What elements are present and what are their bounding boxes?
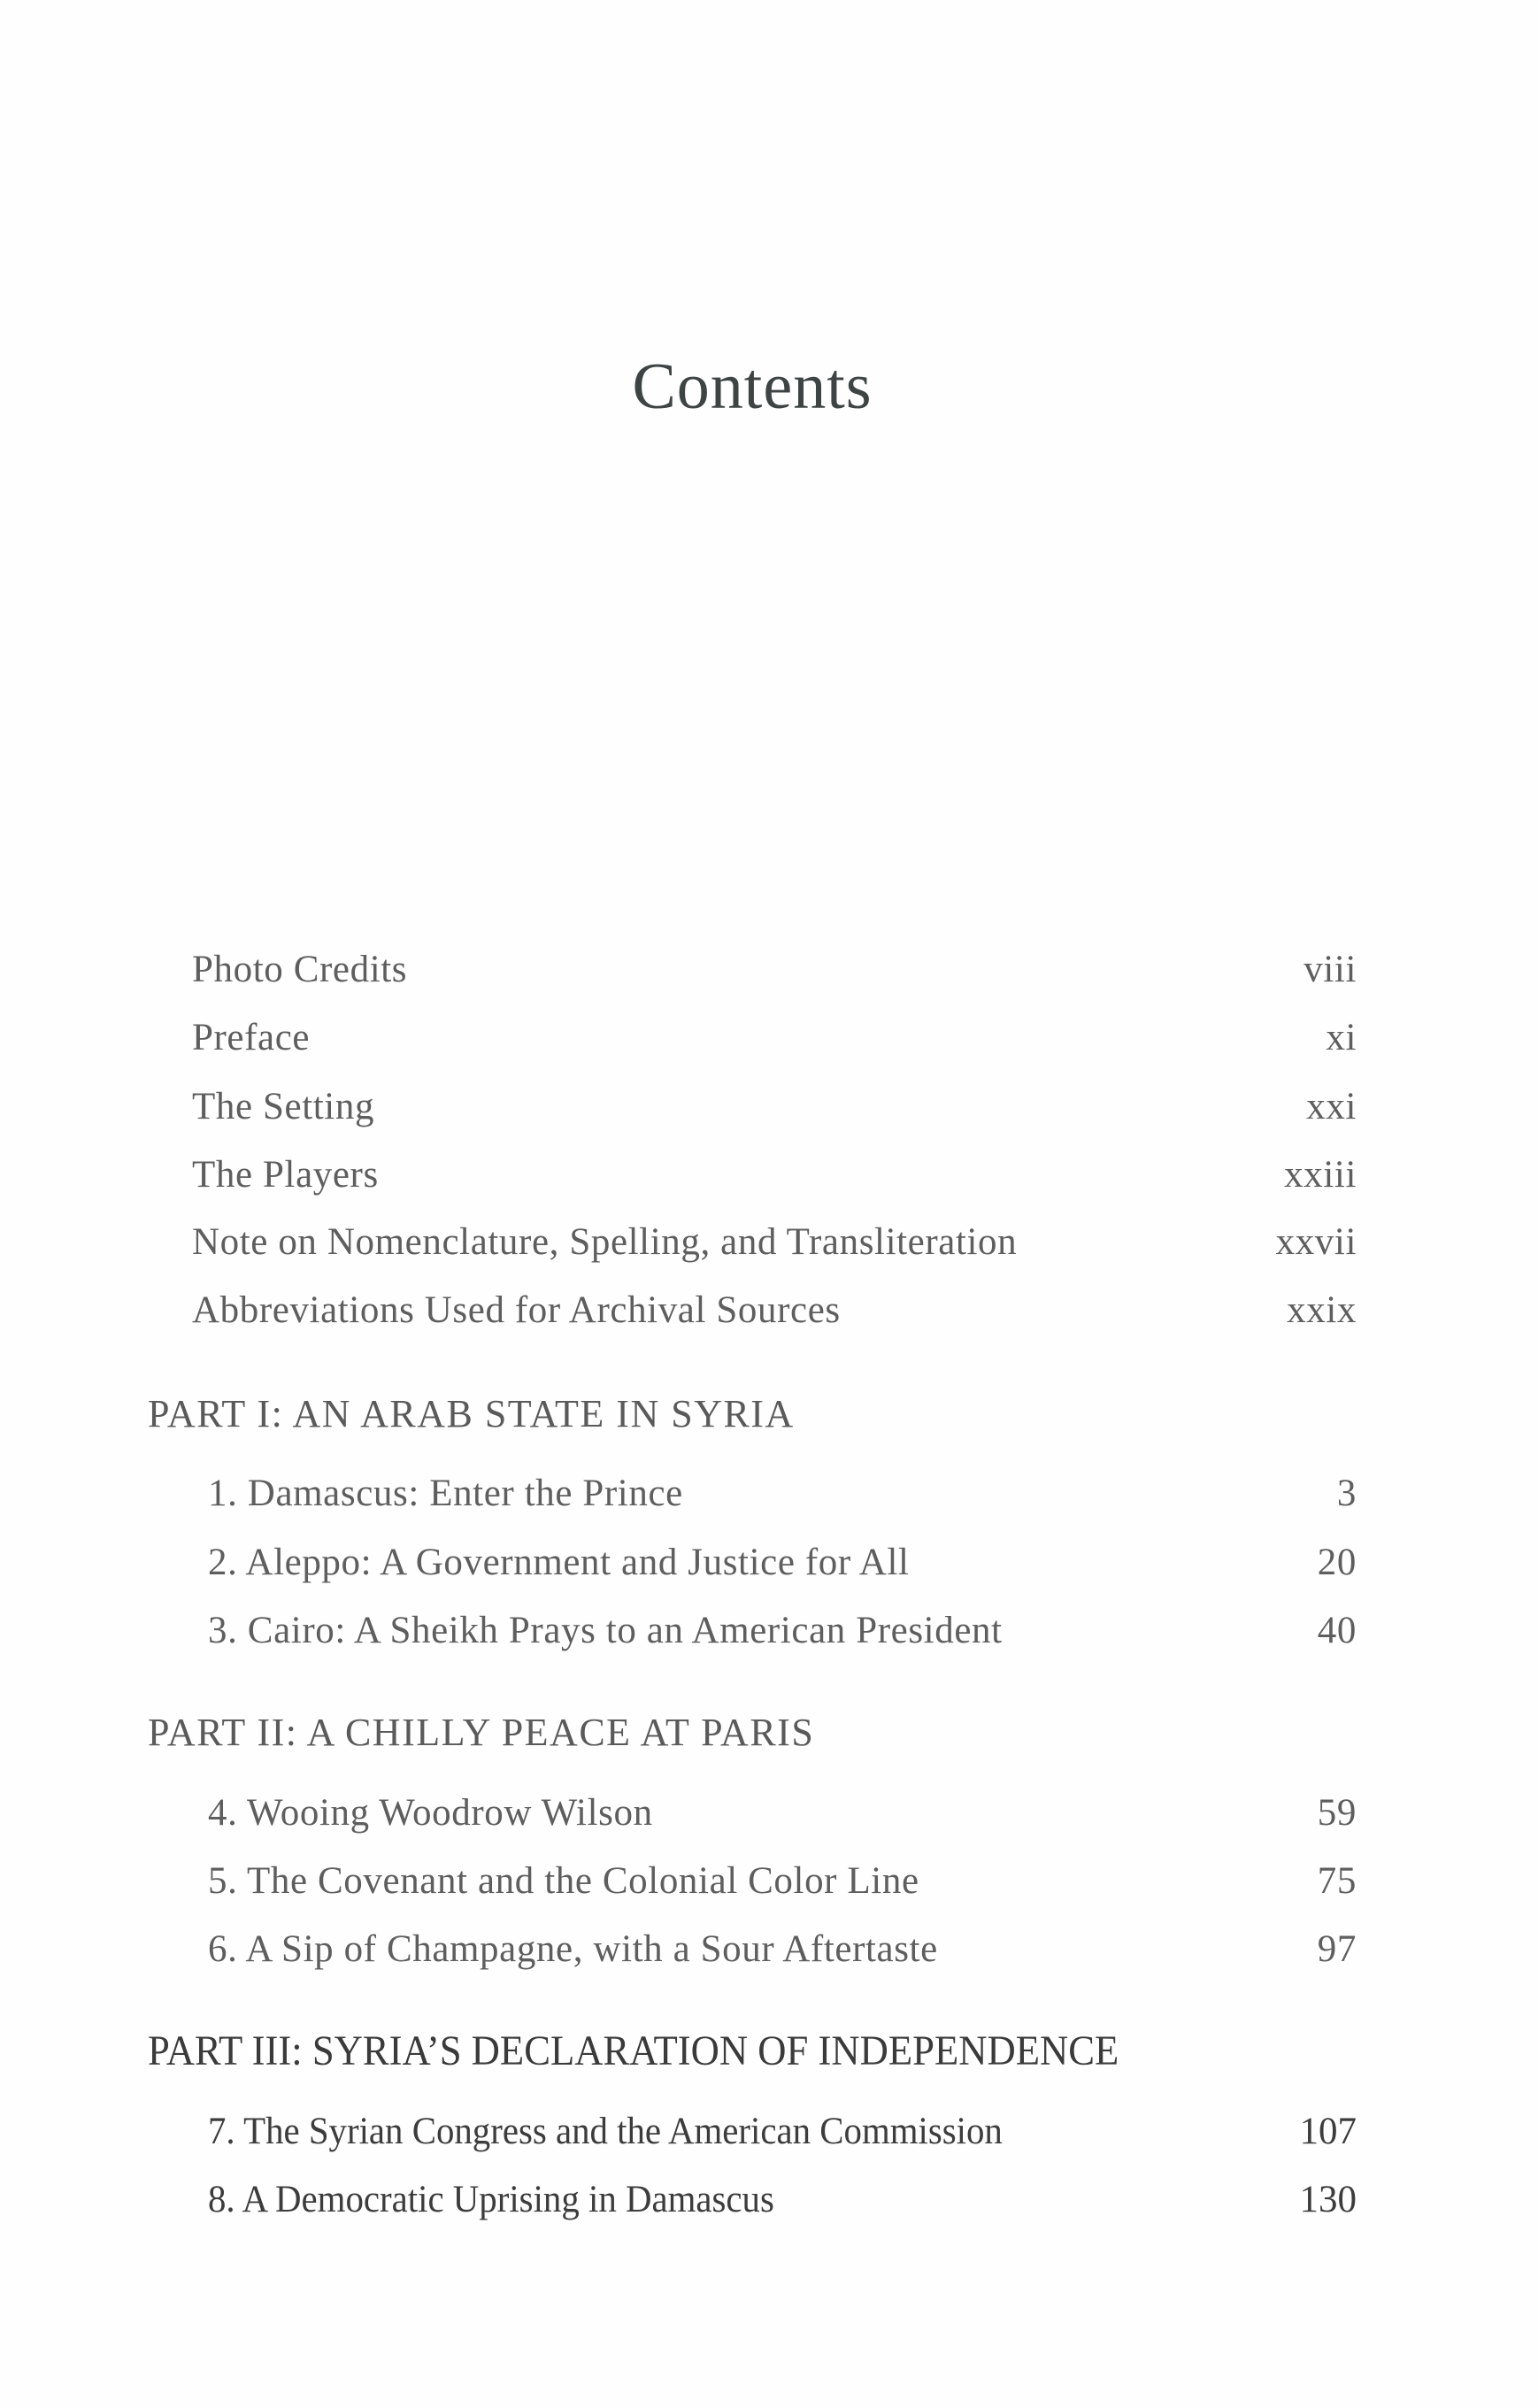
toc-entry-page: 107 xyxy=(1299,2111,1357,2152)
toc-entry-chapter-2[interactable] xyxy=(208,1536,1357,1589)
toc-entry-page: xxix xyxy=(1287,1289,1357,1331)
toc-entry-label: The Setting xyxy=(192,1086,375,1127)
toc-entry-label: 7. The Syrian Congress and the American Commission xyxy=(208,2111,1003,2152)
toc-entry-chapter-8[interactable] xyxy=(208,2173,1357,2227)
toc-entry-page: xxi xyxy=(1306,1086,1357,1127)
toc-entry-label: 5. The Covenant and the Colonial Color Line xyxy=(208,1860,919,1902)
toc-entry-page: xi xyxy=(1326,1017,1357,1058)
toc-entry-page: 97 xyxy=(1317,1928,1357,1970)
part-heading-2[interactable]: PART II: A CHILLY PEACE AT PARIS xyxy=(148,1711,815,1754)
part-heading-3[interactable]: PART III: SYRIA’S DECLARATION OF INDEPENDENCE xyxy=(148,2027,1119,2074)
toc-entry-label: 1. Damascus: Enter the Prince xyxy=(208,1473,683,1514)
toc-entry-chapter-7[interactable] xyxy=(208,2105,1357,2158)
toc-entry-page: 75 xyxy=(1317,1860,1357,1902)
toc-entry-preface[interactable] xyxy=(192,1012,1357,1065)
toc-entry-chapter-3[interactable] xyxy=(208,1604,1357,1658)
page-title: Contents xyxy=(632,350,873,423)
toc-entry-label: Note on Nomenclature, Spelling, and Transliteration xyxy=(192,1221,1018,1263)
toc-entry-chapter-4[interactable] xyxy=(208,1787,1357,1840)
part-heading-1[interactable]: PART I: AN ARAB STATE IN SYRIA xyxy=(148,1392,795,1435)
toc-entry-page: viii xyxy=(1303,949,1357,990)
toc-entry-abbreviations[interactable] xyxy=(192,1284,1357,1337)
toc-entry-page: 20 xyxy=(1317,1542,1357,1583)
toc-entry-page: xxvii xyxy=(1275,1221,1357,1263)
toc-entry-page: 130 xyxy=(1299,2179,1357,2220)
toc-entry-the-setting[interactable] xyxy=(192,1081,1357,1134)
toc-entry-label: Photo Credits xyxy=(192,949,408,990)
toc-entry-label: 3. Cairo: A Sheikh Prays to an American President xyxy=(208,1610,1003,1651)
toc-entry-chapter-5[interactable] xyxy=(208,1855,1357,1908)
toc-entry-the-players[interactable] xyxy=(192,1149,1357,1202)
toc-entry-label: Preface xyxy=(192,1017,311,1058)
toc-entry-photo-credits[interactable] xyxy=(192,943,1357,996)
toc-entry-label: 8. A Democratic Uprising in Damascus xyxy=(208,2179,774,2220)
toc-entry-label: 2. Aleppo: A Government and Justice for All xyxy=(208,1542,910,1583)
toc-entry-label: The Players xyxy=(192,1154,379,1196)
toc-entry-page: xxiii xyxy=(1284,1154,1357,1196)
toc-entry-label: 4. Wooing Woodrow Wilson xyxy=(208,1792,653,1834)
toc-entry-chapter-1[interactable] xyxy=(208,1467,1357,1520)
toc-entry-page: 40 xyxy=(1317,1610,1357,1651)
toc-entry-label: 6. A Sip of Champagne, with a Sour Aftertaste xyxy=(208,1928,938,1970)
toc-entry-note-on-nomenclature[interactable] xyxy=(192,1216,1357,1269)
toc-entry-page: 59 xyxy=(1317,1792,1357,1834)
toc-entry-label: Abbreviations Used for Archival Sources xyxy=(192,1289,841,1331)
toc-entry-chapter-6[interactable] xyxy=(208,1923,1357,1976)
toc-entry-page: 3 xyxy=(1336,1473,1357,1514)
